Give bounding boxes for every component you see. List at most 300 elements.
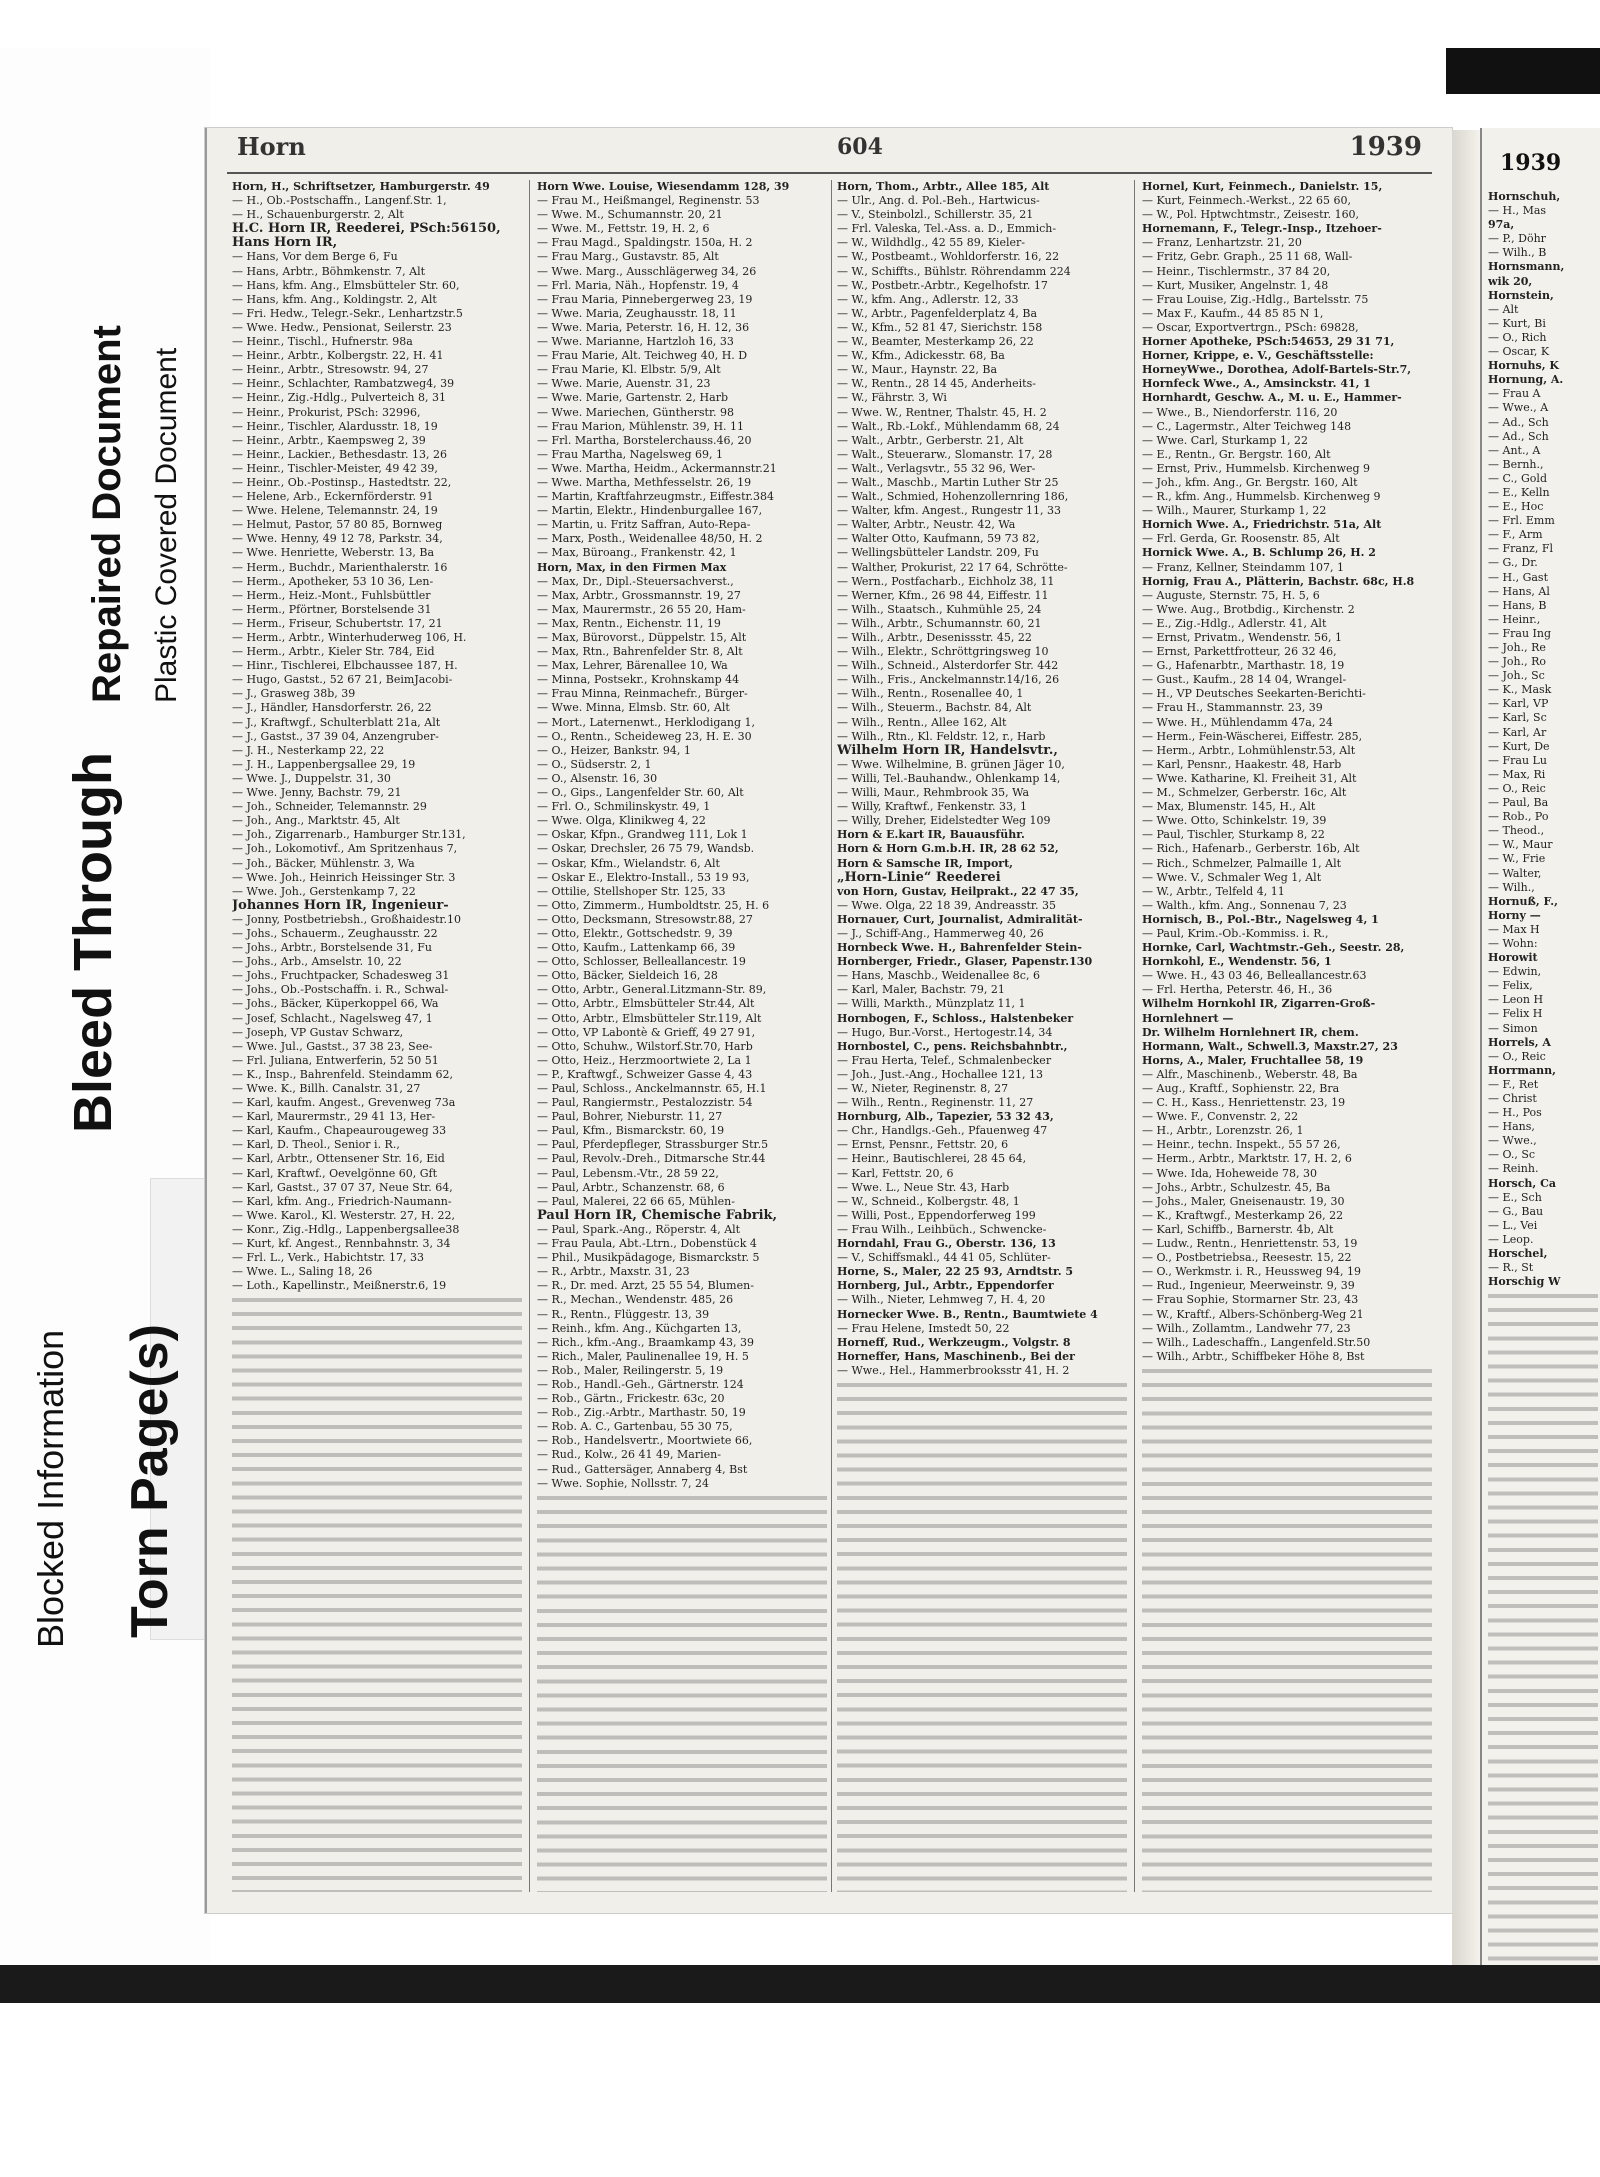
directory-entry: — Heinr., Lackier., Bethesdastr. 13, 26 bbox=[232, 447, 447, 461]
directory-entry: — Wilh., bbox=[1488, 880, 1535, 894]
directory-entry: — Joh., Just.-Ang., Hochallee 121, 13 bbox=[837, 1067, 1043, 1081]
directory-entry: — E., Hoc bbox=[1488, 500, 1544, 514]
directory-entry: — Wwe. Sophie, Nollsstr. 7, 24 bbox=[537, 1476, 710, 1490]
directory-entry: — M., Schmelzer, Gerberstr. 16c, Alt bbox=[1142, 786, 1347, 800]
directory-entry: — Minna, Postsekr., Krohnskamp 44 bbox=[537, 673, 740, 687]
directory-entry: — Frl. Maria, Näh., Hopfenstr. 19, 4 bbox=[537, 278, 739, 292]
directory-entry: Horschig W bbox=[1488, 1275, 1561, 1289]
directory-entry: — Wwe. Aug., Brotbdig., Kirchenstr. 2 bbox=[1142, 602, 1355, 616]
directory-entry: — Wern., Postfacharb., Eichholz 38, 11 bbox=[837, 574, 1055, 588]
directory-entry: — Wwe. Olga, Klinikweg 4, 22 bbox=[537, 814, 706, 828]
directory-entry: — Willy, Dreher, Eidelstedter Weg 109 bbox=[837, 814, 1051, 828]
directory-entry: Hornke, Carl, Wachtmstr.-Geh., Seestr. 28, bbox=[1142, 941, 1405, 955]
directory-entry: Hornich Wwe. A., Friedrichstr. 51a, Alt bbox=[1142, 518, 1382, 532]
directory-entry: von Horn, Gustav, Heilprakt., 22 47 35, bbox=[837, 884, 1079, 898]
directory-entry: — Walt., Maschb., Martin Luther Str 25 bbox=[837, 475, 1059, 489]
directory-entry: Hornfeck Wwe., A., Amsinckstr. 41, 1 bbox=[1142, 377, 1371, 391]
directory-entry: — Karl, Arbtr., Ottensener Str. 16, Eid bbox=[232, 1152, 445, 1166]
notice-panel bbox=[0, 48, 210, 1965]
directory-entry: Hornburg, Alb., Tapezier, 53 32 43, bbox=[837, 1110, 1054, 1124]
directory-entry: — Karl, Ar bbox=[1488, 725, 1547, 739]
directory-entry: — Hugo, Bur.-Vorst., Hertogestr.14, 34 bbox=[837, 1025, 1053, 1039]
directory-entry: — Karl, Fettstr. 20, 6 bbox=[837, 1166, 954, 1180]
directory-entry: — Rud., Gattersäger, Annaberg 4, Bst bbox=[537, 1462, 748, 1476]
directory-entry: — Paul, Ba bbox=[1488, 796, 1549, 810]
directory-entry: — Wilh., Schneid., Alsterdorfer Str. 442 bbox=[837, 659, 1059, 673]
directory-entry: — P., Döhr bbox=[1488, 232, 1546, 246]
directory-entry: — Karl, Schiffb., Barnerstr. 4b, Alt bbox=[1142, 1222, 1334, 1236]
directory-entry: — Rich., Schmelzer, Palmaille 1, Alt bbox=[1142, 856, 1342, 870]
directory-entry: — Paul, Lebensm.-Vtr., 28 59 22, bbox=[537, 1166, 719, 1180]
directory-entry: — Wwe. Joh., Gerstenkamp 7, 22 bbox=[232, 884, 416, 898]
directory-entry: — Rob. A. C., Gartenbau, 55 30 75, bbox=[537, 1420, 733, 1434]
directory-entry: wik 20, bbox=[1488, 274, 1533, 288]
directory-entry: — Willi, Post., Eppendorferweg 199 bbox=[837, 1208, 1036, 1222]
directory-entry: — W., Maur bbox=[1488, 838, 1553, 852]
directory-entry: — Wwe. Mariechen, Güntherstr. 98 bbox=[537, 405, 734, 419]
directory-entry: — Karl, kfm. Ang., Friedrich-Naumann- bbox=[232, 1194, 452, 1208]
directory-entry: Horne, S., Maler, 22 25 93, Arndtstr. 5 bbox=[837, 1265, 1074, 1279]
directory-entry: — Wwe. Joh., Heinrich Heissinger Str. 3 bbox=[232, 870, 456, 884]
directory-entry: — Walth., kfm. Ang., Sonnenau 7, 23 bbox=[1142, 898, 1347, 912]
directory-entry: — G., Hafenarbtr., Marthastr. 18, 19 bbox=[1142, 659, 1345, 673]
directory-entry: — G., Bau bbox=[1488, 1204, 1544, 1218]
directory-entry: — Wwe. Martha, Heidm., Ackermannstr.21 bbox=[537, 461, 777, 475]
directory-entry: — Jonny, Postbetriebsh., Großhaidestr.10 bbox=[232, 912, 461, 926]
directory-entry: — Willy, Kraftwf., Fenkenstr. 33, 1 bbox=[837, 800, 1028, 814]
directory-entry: — Otto, Bäcker, Sieldeich 16, 28 bbox=[537, 969, 718, 983]
directory-entry: — R., St bbox=[1488, 1261, 1534, 1275]
directory-entry: — Franz, Lenhartzstr. 21, 20 bbox=[1142, 236, 1302, 250]
directory-entry: — O., Reic bbox=[1488, 1049, 1546, 1063]
directory-entry: — J., Gastst., 37 39 04, Anzengruber- bbox=[232, 729, 439, 743]
directory-entry: — W., Postbeamt., Wohldorferstr. 16, 22 bbox=[837, 250, 1060, 264]
directory-entry: — Frau Marion, Mühlenstr. 39, H. 11 bbox=[537, 419, 745, 433]
directory-entry: — Leon H bbox=[1488, 993, 1544, 1007]
directory-entry: — W., Frie bbox=[1488, 852, 1546, 866]
directory-entry: — Marx, Posth., Weidenallee 48/50, H. 2 bbox=[537, 532, 763, 546]
directory-entry: — O., Heizer, Bankstr. 94, 1 bbox=[537, 743, 691, 757]
continued-text bbox=[1142, 1364, 1432, 1892]
directory-entry: — W., Kfm., 52 81 47, Sierichstr. 158 bbox=[837, 320, 1043, 334]
directory-entry: — Karl, Kaufm., Chapeaurougeweg 33 bbox=[232, 1124, 447, 1138]
notice-repaired-document: Repaired Document bbox=[85, 325, 129, 703]
directory-entry: — Wwe. Olga, 22 18 39, Andreasstr. 35 bbox=[837, 898, 1056, 912]
directory-entry: — Karl, Sc bbox=[1488, 711, 1547, 725]
directory-entry: — V., Schiffsmakl., 44 41 05, Schlüter- bbox=[837, 1251, 1051, 1265]
directory-entry: — Heinr., bbox=[1488, 612, 1541, 626]
directory-entry: — Heinr., Arbtr., Kaempsweg 2, 39 bbox=[232, 433, 426, 447]
directory-entry: — Frau Paula, Abt.-Ltrn., Dobenstück 4 bbox=[537, 1237, 757, 1251]
directory-entry: — Frl. L., Verk., Habichtstr. 17, 33 bbox=[232, 1251, 425, 1265]
directory-entry: — J. H., Lappenbergsallee 29, 19 bbox=[232, 757, 416, 771]
directory-entry: Hornschuh, bbox=[1488, 190, 1561, 203]
directory-entry: — W., Nieter, Reginenstr. 8, 27 bbox=[837, 1082, 1009, 1095]
directory-entry: — O., Rentn., Scheideweg 23, H. E. 30 bbox=[537, 729, 752, 743]
directory-entry: — W., Rentn., 28 14 45, Anderheits- bbox=[837, 377, 1036, 391]
directory-entry: — Paul, Arbtr., Schanzenstr. 68, 6 bbox=[537, 1180, 725, 1194]
directory-entry: — Ernst, Privatm., Wendenstr. 56, 1 bbox=[1142, 631, 1342, 644]
directory-entry: — Frau Helene, Imstedt 50, 22 bbox=[837, 1321, 1010, 1335]
directory-entry: — Rob., Zig.-Arbtr., Marthastr. 50, 19 bbox=[537, 1406, 746, 1420]
directory-entry: — W., Schneid., Kolbergstr. 48, 1 bbox=[837, 1194, 1020, 1208]
directory-entry: — Loth., Kapellinstr., Meißnerstr.6, 19 bbox=[232, 1279, 447, 1293]
directory-entry: Hornbostel, C., pens. Reichsbahnbtr., bbox=[837, 1039, 1068, 1053]
directory-entry: — Wilh., Maurer, Sturkamp 1, 22 bbox=[1142, 504, 1327, 518]
directory-entry: — H., Pos bbox=[1488, 1106, 1542, 1120]
directory-entry: — Heinr., Tischlermstr., 37 84 20, bbox=[1142, 264, 1331, 278]
directory-entry: — Karl, Pensnr., Haakestr. 48, Harb bbox=[1142, 757, 1342, 771]
directory-entry: — Herm., Arbtr., Kieler Str. 784, Eid bbox=[232, 645, 435, 659]
directory-entry: Hornhardt, Geschw. A., M. u. E., Hammer- bbox=[1142, 391, 1402, 405]
directory-entry: — Joh., Lokomotivf., Am Spritzenhaus 7, bbox=[232, 842, 458, 856]
directory-entry: — Helene, Arb., Eckernförderstr. 91 bbox=[232, 490, 434, 504]
directory-entry: — Walter, bbox=[1488, 866, 1542, 880]
directory-entry: — Wwe. Marie, Auenstr. 31, 23 bbox=[537, 377, 711, 391]
directory-entry: — Johs., Maler, Gneisenaustr. 19, 30 bbox=[1142, 1194, 1345, 1208]
directory-entry: Hornberger, Friedr., Glaser, Papenstr.130 bbox=[837, 955, 1093, 969]
directory-entry: — Max, Dr., Dipl.-Steuersachverst., bbox=[537, 574, 734, 588]
directory-entry: Horn & Horn G.m.b.H. IR, 28 62 52, bbox=[837, 842, 1059, 856]
directory-entry: — O., Reic bbox=[1488, 781, 1546, 795]
header-rule bbox=[227, 172, 1432, 174]
directory-entry: — Frau Ing bbox=[1488, 626, 1551, 640]
directory-entry: — W., Fährstr. 3, Wi bbox=[837, 391, 947, 405]
directory-entry: Hornbogen, F., Schloss., Halstenbeker bbox=[837, 1011, 1074, 1025]
directory-entry: — Wilh., Arbtr., Schiffbeker Höhe 8, Bst bbox=[1142, 1349, 1365, 1363]
directory-entry: — Wwe. Ida, Hoheweide 78, 30 bbox=[1142, 1166, 1317, 1180]
directory-entry: — Bernh., bbox=[1488, 457, 1544, 471]
directory-entry: — Herm., Pförtner, Borstelsende 31 bbox=[232, 602, 432, 616]
directory-entry: Hormann, Walt., Schwell.3, Maxstr.27, 23 bbox=[1142, 1039, 1398, 1053]
directory-entry: — Karl, VP bbox=[1488, 697, 1549, 711]
directory-entry: Hornecker Wwe. B., Rentn., Baumtwiete 4 bbox=[837, 1307, 1098, 1321]
directory-entry: — E., Zig.-Hdlg., Adlerstr. 41, Alt bbox=[1142, 616, 1327, 630]
directory-entry: Hornuhs, K bbox=[1488, 359, 1559, 373]
header-year: 1939 bbox=[1349, 132, 1422, 162]
directory-entry: Hornstein, bbox=[1488, 288, 1554, 302]
directory-entry: — Joh., Ro bbox=[1488, 655, 1547, 669]
directory-entry: — Walt., Schmied, Hohenzollernring 186, bbox=[837, 490, 1069, 504]
directory-entry: — Kurt, kf. Angest., Rennbahnstr. 3, 34 bbox=[232, 1237, 451, 1251]
directory-entry: — H., Gast bbox=[1488, 570, 1548, 584]
directory-entry: Hornig, Frau A., Plätterin, Bachstr. 68c, H.8 bbox=[1142, 574, 1415, 588]
directory-entry: — Joh., Zigarrenarb., Hamburger Str.131, bbox=[232, 828, 466, 842]
directory-entry: — Paul, Pferdepfleger, Strassburger Str.5 bbox=[537, 1138, 769, 1152]
directory-entry: — Paul, Schloss., Anckelmannstr. 65, H.1 bbox=[537, 1082, 767, 1095]
directory-entry: — Heinr., Tischler, Alardusstr. 18, 19 bbox=[232, 419, 438, 433]
directory-entry: — Max, Lehrer, Bärenallee 10, Wa bbox=[537, 659, 728, 673]
directory-entry: — Herm., Heiz.-Mont., Fuhlsbüttler bbox=[232, 588, 431, 602]
directory-entry: — Heinr., techn. Inspekt., 55 57 26, bbox=[1142, 1138, 1341, 1152]
directory-entry: — P., Kraftwgf., Schweizer Gasse 4, 43 bbox=[537, 1067, 753, 1081]
directory-entry: — Wwe. Helene, Telemannstr. 24, 19 bbox=[232, 504, 438, 518]
continued-text bbox=[232, 1293, 522, 1892]
directory-entry: — Wwe. Hedw., Pensionat, Seilerstr. 23 bbox=[232, 320, 452, 334]
directory-entry: — Frl. Emm bbox=[1488, 514, 1555, 528]
directory-entry: Hornemann, F., Telegr.-Insp., Itzehoer- bbox=[1142, 222, 1382, 236]
directory-entry: — Hinr., Tischlerei, Elbchaussee 187, H. bbox=[232, 659, 458, 673]
directory-entry: — Phil., Musikpädagoge, Bismarckstr. 5 bbox=[537, 1251, 760, 1265]
directory-entry: Horrels, A bbox=[1488, 1035, 1551, 1049]
directory-entry: — J., Kraftwgf., Schulterblatt 21a, Alt bbox=[232, 715, 441, 729]
directory-entry: — O., Sc bbox=[1488, 1148, 1536, 1162]
directory-entry: — Martin, u. Fritz Saffran, Auto-Repa- bbox=[537, 518, 751, 532]
directory-entry: — Max F., Kaufm., 44 85 85 N 1, bbox=[1142, 306, 1324, 320]
directory-entry: — Wilh., Elektr., Schröttgringsweg 10 bbox=[837, 645, 1049, 659]
directory-entry: — Wilh., Ladeschaffn., Langenfeld.Str.50 bbox=[1142, 1335, 1371, 1349]
notice-bleed-through: Bleed Through bbox=[63, 752, 123, 1133]
directory-entry: — Joh., Bäcker, Mühlenstr. 3, Wa bbox=[232, 856, 415, 870]
directory-entry: — Aug., Kraftf., Sophienstr. 22, Bra bbox=[1142, 1082, 1340, 1095]
directory-entry: — C. H., Kass., Henriettenstr. 23, 19 bbox=[1142, 1096, 1346, 1110]
directory-entry: — Wwe. W., Rentner, Thalstr. 45, H. 2 bbox=[837, 405, 1047, 419]
directory-entry: — Walt., Steuerarw., Slomanstr. 17, 28 bbox=[837, 447, 1053, 461]
directory-entry: — Ernst, Priv., Hummelsb. Kirchenweg 9 bbox=[1142, 461, 1371, 475]
directory-entry: — Ludw., Rentn., Henriettenstr. 53, 19 bbox=[1142, 1237, 1358, 1251]
directory-entry: — Josef, Schlacht., Nagelsweg 47, 1 bbox=[232, 1011, 433, 1025]
directory-entry: — Wwe. L., Neue Str. 43, Harb bbox=[837, 1180, 1010, 1194]
directory-entry: Paul Horn IR, Chemische Fabrik, bbox=[537, 1208, 778, 1223]
directory-entry: — Wilh., Arbtr., Desenissstr. 45, 22 bbox=[837, 631, 1032, 644]
page-header bbox=[207, 128, 1452, 168]
directory-entry: — Franz, Kellner, Steindamm 107, 1 bbox=[1142, 560, 1344, 574]
directory-entry: — H., Arbtr., Lorenzstr. 26, 1 bbox=[1142, 1124, 1304, 1138]
directory-entry: — Simon bbox=[1488, 1021, 1538, 1035]
directory-entry: — Wwe. M., Fettstr. 19, H. 2, 6 bbox=[537, 222, 710, 236]
directory-entry: — Paul, Rangiermstr., Pestalozzistr. 54 bbox=[537, 1096, 753, 1110]
directory-entry: — J., Händler, Hansdorferstr. 26, 22 bbox=[232, 701, 432, 715]
directory-entry: — Theod., bbox=[1488, 824, 1545, 838]
directory-entry: — W., Arbtr., Telfeld 4, 11 bbox=[1142, 884, 1285, 898]
directory-entry: Horn & Samsche IR, Import, bbox=[837, 856, 1014, 870]
directory-entry: Hornel, Kurt, Feinmech., Danielstr. 15, bbox=[1142, 180, 1383, 193]
directory-entry: — Leop. bbox=[1488, 1232, 1534, 1246]
directory-entry: — Karl, Maler, Bachstr. 79, 21 bbox=[837, 983, 1005, 997]
directory-entry: — Frau Herta, Telef., Schmalenbecker bbox=[837, 1053, 1052, 1067]
directory-entry: — Wwe. Minna, Elmsb. Str. 60, Alt bbox=[537, 701, 730, 715]
directory-entry: — Frau Louise, Zig.-Hdlg., Bartelsstr. 75 bbox=[1142, 292, 1369, 306]
directory-entry: — Chr., Handlgs.-Geh., Pfauenweg 47 bbox=[837, 1124, 1048, 1138]
directory-entry: — Wilh., Rtn., Kl. Feldstr. 12, r., Harb bbox=[837, 729, 1046, 743]
directory-entry: — Oskar, Kfpn., Grandweg 111, Lok 1 bbox=[537, 828, 748, 842]
directory-entry: — W., Schiffts., Bühlstr. Röhrendamm 224 bbox=[837, 264, 1071, 278]
directory-entry: — Wwe. M., Schumannstr. 20, 21 bbox=[537, 208, 723, 222]
directory-entry: — Heinr., Ob.-Postinsp., Hastedtstr. 22, bbox=[232, 475, 452, 489]
directory-entry: — Frau Marie, Alt. Teichweg 40, H. D bbox=[537, 349, 748, 363]
continued-text bbox=[1488, 1289, 1598, 1970]
directory-entry: Horschel, bbox=[1488, 1247, 1548, 1261]
directory-entry: — Joseph, VP Gustav Schwarz, bbox=[232, 1025, 404, 1039]
directory-entry: Hornkohl, E., Wendenstr. 56, 1 bbox=[1142, 955, 1332, 969]
directory-entry: — Karl, Kraftwf., Oevelgönne 60, Gft bbox=[232, 1166, 438, 1180]
directory-entry: — Wilh., Rentn., Reginenstr. 11, 27 bbox=[837, 1096, 1034, 1110]
directory-entry: — Frau Marg., Gustavstr. 85, Alt bbox=[537, 250, 719, 264]
directory-entry: — Reinh. bbox=[1488, 1162, 1539, 1176]
directory-entry: — Walther, Prokurist, 22 17 64, Schrötte- bbox=[837, 560, 1068, 574]
directory-entry: — E., Kelln bbox=[1488, 485, 1550, 499]
continued-text bbox=[537, 1491, 827, 1892]
directory-entry: — Helmut, Pastor, 57 80 85, Bornweg bbox=[232, 518, 443, 532]
directory-entry: — Auguste, Sternstr. 75, H. 5, 6 bbox=[1142, 588, 1320, 602]
directory-entry: — Wilh., Zollamtm., Landwehr 77, 23 bbox=[1142, 1321, 1351, 1335]
directory-entry: — Kurt, Bi bbox=[1488, 316, 1546, 330]
directory-entry: — Wwe. Martha, Methfesselstr. 26, 19 bbox=[537, 475, 752, 489]
directory-entry: Horns, A., Maler, Fruchtallee 58, 19 bbox=[1142, 1053, 1364, 1067]
directory-entry: — Wwe. H., Mühlendamm 47a, 24 bbox=[1142, 715, 1333, 729]
notice-blocked-information: Blocked Information bbox=[30, 1329, 71, 1648]
directory-entry: — Max, Büroang., Frankenstr. 42, 1 bbox=[537, 546, 737, 560]
directory-entry: Hornick Wwe. A., B. Schlump 26, H. 2 bbox=[1142, 546, 1376, 560]
directory-entry: — L., Vei bbox=[1488, 1218, 1538, 1232]
directory-entry: — Hans, Arbtr., Böhmkenstr. 7, Alt bbox=[232, 264, 426, 278]
directory-entry: Hornauer, Curt, Journalist, Admiralität- bbox=[837, 912, 1083, 926]
directory-entry: — Kurt, De bbox=[1488, 739, 1550, 753]
directory-entry: — Frl. Hertha, Peterstr. 46, H., 36 bbox=[1142, 983, 1333, 997]
column-1 bbox=[232, 180, 522, 1892]
directory-entry: — Ulr., Ang. d. Pol.-Beh., Hartwicus- bbox=[837, 194, 1040, 208]
directory-entry: — Wohn: bbox=[1488, 936, 1538, 950]
scan-edge-bottom bbox=[0, 1965, 1600, 2003]
directory-entry: — Wwe. Karol., Kl. Westerstr. 27, H. 22, bbox=[232, 1208, 456, 1222]
directory-entry: — Rob., Maler, Reilingerstr. 5, 19 bbox=[537, 1363, 724, 1377]
directory-entry: — Frau Minna, Reinmachefr., Bürger- bbox=[537, 687, 748, 701]
directory-entry: — W., Postbetr.-Arbtr., Kegelhofstr. 17 bbox=[837, 278, 1048, 292]
directory-entry: — Joh., Sc bbox=[1488, 669, 1545, 683]
directory-entry: — Christ bbox=[1488, 1092, 1537, 1105]
directory-entry: Dr. Wilhelm Hornlehnert IR, chem. bbox=[1142, 1025, 1359, 1039]
directory-entry: — Wwe. Jul., Gastst., 37 38 23, See- bbox=[232, 1039, 433, 1053]
directory-entry: — Willi, Tel.-Bauhandw., Ohlenkamp 14, bbox=[837, 771, 1061, 785]
directory-entry: — Karl, Gastst., 37 07 37, Neue Str. 64, bbox=[232, 1180, 453, 1194]
directory-entry: — Wwe. Marie, Gartenstr. 2, Harb bbox=[537, 391, 728, 405]
directory-entry: — Max, Rentn., Eichenstr. 11, 19 bbox=[537, 616, 721, 630]
directory-entry: — Rich., Maler, Paulinenallee 19, H. 5 bbox=[537, 1349, 749, 1363]
directory-entry: — Oskar, Kfm., Wielandstr. 6, Alt bbox=[537, 856, 720, 870]
directory-entry: — Frl. Martha, Borstelerchauss.46, 20 bbox=[537, 433, 752, 447]
directory-entry: — Johs., Schauerm., Zeughausstr. 22 bbox=[232, 926, 438, 940]
directory-entry: — Heinr., Schlachter, Rambatzweg4, 39 bbox=[232, 377, 455, 391]
directory-entry: — Herm., Arbtr., Marktstr. 17, H. 2, 6 bbox=[1142, 1152, 1352, 1166]
directory-entry: — Franz, Fl bbox=[1488, 542, 1553, 556]
directory-entry: — O., Postbetriebsa., Reesestr. 15, 22 bbox=[1142, 1251, 1352, 1265]
directory-entry: — Wilh., Staatsch., Kuhmühle 25, 24 bbox=[837, 602, 1042, 616]
directory-entry: — Rob., Handelsvertr., Moortwiete 66, bbox=[537, 1434, 753, 1448]
directory-entry: Hornuß, F., bbox=[1488, 894, 1558, 908]
directory-entry: — Wilh., B bbox=[1488, 246, 1547, 260]
directory-entry: — Frau Lu bbox=[1488, 753, 1547, 767]
directory-entry: — O., Südserstr. 2, 1 bbox=[537, 757, 652, 771]
directory-entry: — R., Arbtr., Maxstr. 31, 23 bbox=[537, 1265, 690, 1279]
directory-entry: — Reinh., kfm. Ang., Küchgarten 13, bbox=[537, 1321, 742, 1335]
directory-entry: — Oskar E., Elektro-Install., 53 19 93, bbox=[537, 870, 750, 884]
directory-entry: — Wwe. Katharine, Kl. Freiheit 31, Alt bbox=[1142, 771, 1357, 785]
directory-entry: — V., Steinbolzl., Schillerstr. 35, 21 bbox=[837, 208, 1034, 222]
directory-entry: — Otto, Arbtr., Elmsbütteler Str.119, Alt bbox=[537, 1011, 762, 1025]
directory-entry: — Wilh., Arbtr., Schumannstr. 60, 21 bbox=[837, 616, 1042, 630]
directory-entry: — Johs., Bäcker, Küperkoppel 66, Wa bbox=[232, 997, 439, 1011]
directory-entry: Horn, H., Schriftsetzer, Hamburgerstr. 49 bbox=[232, 180, 490, 193]
directory-entry: — F., Arm bbox=[1488, 528, 1543, 542]
directory-entry: Johannes Horn IR, Ingenieur- bbox=[232, 898, 449, 913]
directory-entry: — R., Rentn., Flüggestr. 13, 39 bbox=[537, 1307, 710, 1321]
directory-entry: — Willi, Markth., Münzplatz 11, 1 bbox=[837, 997, 1026, 1011]
directory-entry: Horn & E.kart IR, Bauausführ. bbox=[837, 828, 1025, 842]
directory-entry: — Wwe. Maria, Zeughausstr. 18, 11 bbox=[537, 306, 737, 320]
directory-entry: — R., Mechan., Wendenstr. 485, 26 bbox=[537, 1293, 734, 1307]
directory-entry: — Otto, Heiz., Herzmoortwiete 2, La 1 bbox=[537, 1053, 752, 1067]
directory-entry: — W., Kraftf., Albers-Schönberg-Weg 21 bbox=[1142, 1307, 1364, 1321]
directory-entry: — Joh., Schneider, Telemannstr. 29 bbox=[232, 800, 427, 814]
directory-entry: — Paul, Tischler, Sturkamp 8, 22 bbox=[1142, 828, 1325, 842]
directory-entry: 97a, bbox=[1488, 218, 1515, 232]
directory-entry: — H., Schauenburgerstr. 2, Alt bbox=[232, 208, 404, 222]
directory-entry: — Hans, B bbox=[1488, 598, 1547, 612]
directory-entry: — Walter, Arbtr., Neustr. 42, Wa bbox=[837, 518, 1016, 532]
directory-entry: — Frau Wilh., Leihbüch., Schwencke- bbox=[837, 1222, 1047, 1236]
directory-entry: — Walter Otto, Kaufmann, 59 73 82, bbox=[837, 532, 1040, 546]
directory-entry: — Otto, Arbtr., General.Litzmann-Str. 89, bbox=[537, 983, 767, 997]
directory-entry: — Frau Maria, Pinnebergerweg 23, 19 bbox=[537, 292, 753, 306]
directory-entry: — Wwe. H., 43 03 46, Belleallancestr.63 bbox=[1142, 969, 1367, 983]
directory-entry: — Ottilie, Stellshoper Str. 125, 33 bbox=[537, 884, 726, 898]
directory-entry: — Karl, D. Theol., Senior i. R., bbox=[232, 1138, 400, 1152]
directory-entry: — Oskar, Drechsler, 26 75 79, Wandsb. bbox=[537, 842, 755, 856]
directory-entry: — Otto, Zimmerm., Humboldtstr. 25, H. 6 bbox=[537, 898, 770, 912]
directory-entry: — W., Pol. Hptwchtmstr., Zeisestr. 160, bbox=[1142, 208, 1360, 222]
directory-entry: — G., Dr. bbox=[1488, 556, 1538, 570]
directory-entry: — Frl. Juliana, Entwerferin, 52 50 51 bbox=[232, 1053, 439, 1067]
directory-entry: — Walt., Arbtr., Gerberstr. 21, Alt bbox=[837, 433, 1024, 447]
directory-entry: — Otto, VP Labontè & Grieff, 49 27 91, bbox=[537, 1025, 756, 1039]
directory-entry: — O., Alsenstr. 16, 30 bbox=[537, 771, 658, 785]
directory-entry: — Max, Ri bbox=[1488, 767, 1546, 781]
directory-entry: — Herm., Buchdr., Marienthalerstr. 16 bbox=[232, 560, 448, 574]
directory-entry: — W., Beamter, Mesterkamp 26, 22 bbox=[837, 335, 1034, 349]
directory-entry: — Hans, kfm. Ang., Koldingstr. 2, Alt bbox=[232, 292, 437, 306]
directory-entry: HorneyWwe., Dorothea, Adolf-Bartels-Str.7, bbox=[1142, 363, 1412, 377]
directory-entry: — C., Gold bbox=[1488, 471, 1547, 485]
directory-entry: — Heinr., Bautischlerei, 28 45 64, bbox=[837, 1152, 1027, 1166]
directory-entry: — Joh., Ang., Marktstr. 45, Alt bbox=[232, 814, 400, 828]
directory-entry: — Felix H bbox=[1488, 1007, 1543, 1021]
header-left: Horn bbox=[237, 132, 306, 161]
directory-entry: — Hans, kfm. Ang., Elmsbütteler Str. 60, bbox=[232, 278, 460, 292]
directory-entry: — Paul, Malerei, 22 66 65, Mühlen- bbox=[537, 1194, 735, 1208]
directory-entry: Wilhelm Horn IR, Handelsvtr., bbox=[837, 743, 1058, 758]
directory-entry: — Martin, Elektr., Hindenburgallee 167, bbox=[537, 504, 763, 518]
directory-entry: — Herm., Arbtr., Lohmühlenstr.53, Alt bbox=[1142, 743, 1356, 757]
page-number: 604 bbox=[837, 134, 883, 160]
directory-entry: — Herm., Friseur, Schubertstr. 17, 21 bbox=[232, 616, 443, 630]
directory-entry: — Johs., Arb., Amselstr. 10, 22 bbox=[232, 955, 402, 969]
directory-entry: — Walter, kfm. Angest., Rungestr 11, 33 bbox=[837, 504, 1062, 518]
directory-entry: Horner Apotheke, PSch:54653, 29 31 71, bbox=[1142, 335, 1395, 349]
directory-entry: — Wwe. J., Duppelstr. 31, 30 bbox=[232, 771, 391, 785]
directory-entry: — H., Mas bbox=[1488, 204, 1547, 218]
directory-entry: — Frl. Valeska, Tel.-Ass. a. D., Emmich- bbox=[837, 222, 1057, 236]
column-divider bbox=[529, 180, 530, 1892]
directory-entry: — Hans, Maschb., Weidenallee 8c, 6 bbox=[837, 969, 1040, 983]
directory-entry: — Wwe. Marianne, Hartzloh 16, 33 bbox=[537, 335, 734, 349]
directory-entry: — Kurt, Feinmech.-Werkst., 22 65 60, bbox=[1142, 194, 1352, 208]
directory-entry: — Otto, Schuhw., Wilstorf.Str.70, Harb bbox=[537, 1039, 753, 1053]
column-3 bbox=[837, 180, 1127, 1892]
book-fold bbox=[1452, 130, 1480, 1975]
directory-entry: — Max, Rtn., Bahrenfelder Str. 8, Alt bbox=[537, 645, 743, 659]
next-page-column bbox=[1488, 190, 1598, 1970]
directory-entry: — Fritz, Gebr. Graph., 25 11 68, Wall- bbox=[1142, 250, 1353, 264]
